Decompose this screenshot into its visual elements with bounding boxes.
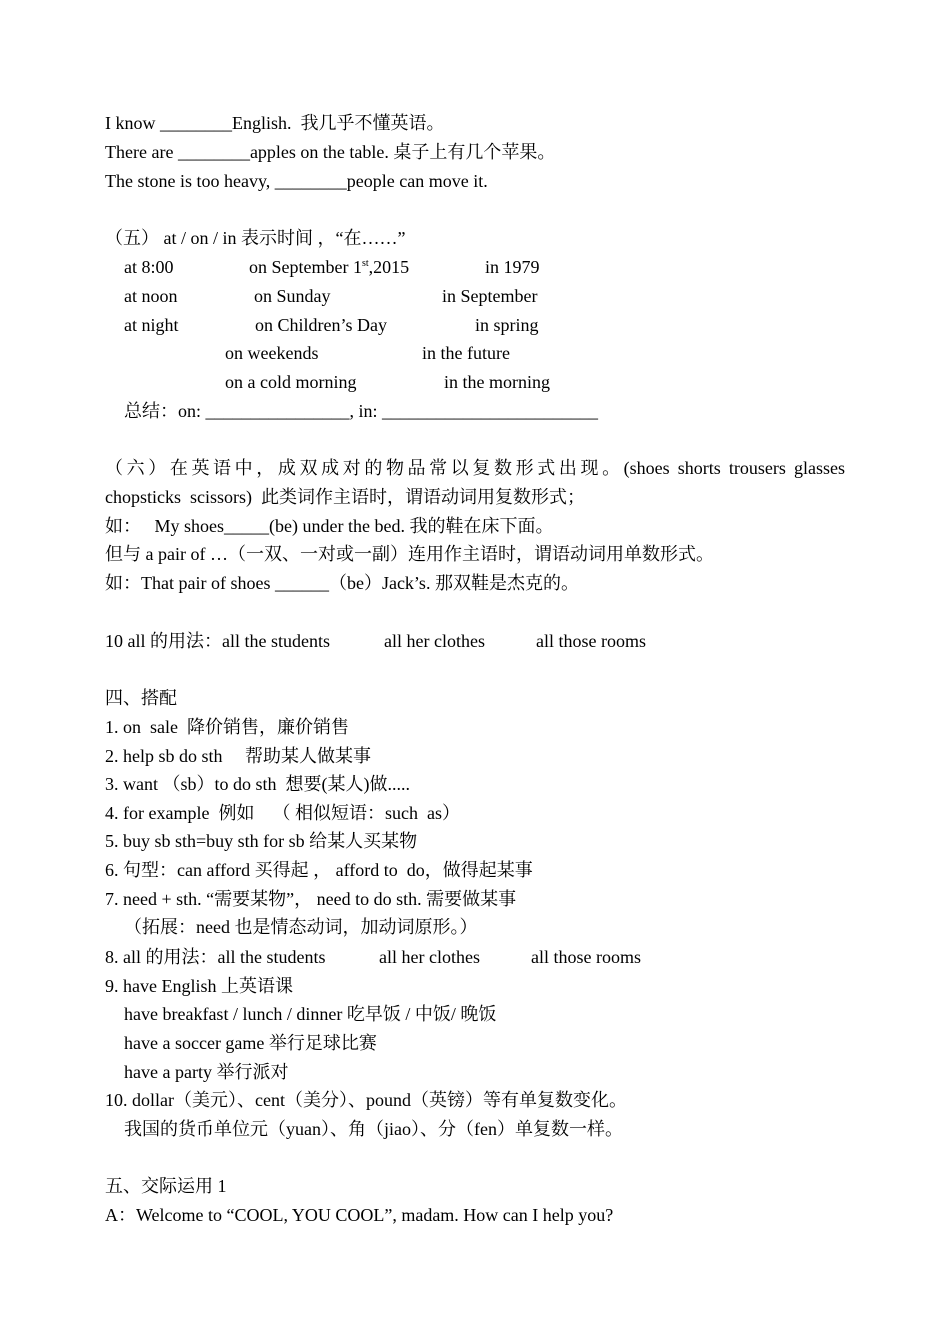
section-communication-title: 五、交际运用 1	[105, 1176, 227, 1196]
collocation-9-party: have a party 举行派对	[124, 1062, 289, 1082]
fill-blank-line-3: The stone is too heavy, ________people can move it.	[105, 171, 488, 191]
fill-blank-line-1: I know ________English. 我几乎不懂英语。	[105, 113, 445, 133]
collocation-8-label: 8. all 的用法：all the students	[105, 947, 326, 967]
time-on-2: on Sunday	[254, 286, 331, 306]
time-on-1-year: ,2015	[368, 257, 410, 277]
time-on-1-text: on September 1	[249, 257, 362, 277]
section-four-title: 四、搭配	[105, 688, 177, 708]
all-usage-10-example-3: all those rooms	[536, 631, 646, 651]
time-on-5: on a cold morning	[225, 372, 357, 392]
collocation-10: 10. dollar（美元）、cent（美分）、pound（英镑）等有单复数变化。	[105, 1090, 627, 1110]
collocation-1: 1. on sale 降价销售，廉价销售	[105, 717, 349, 737]
collocation-7: 7. need + sth. “需要某物”， need to do sth. 需要做某事	[105, 889, 517, 909]
section-six-example-2: 如：That pair of shoes ______（be）Jack’s. 那双鞋是杰克的。	[105, 573, 579, 593]
section-six-example-1: 如： My shoes_____(be) under the bed. 我的鞋在床下面。	[105, 516, 554, 536]
time-in-5: in the morning	[444, 372, 550, 392]
collocation-9: 9. have English 上英语课	[105, 976, 293, 996]
time-in-3: in spring	[475, 315, 539, 335]
section-six-line-2: chopsticks scissors) 此类词作主语时，谓语动词用复数形式；	[105, 487, 585, 507]
section-six-line-4: 但与 a pair of …（一双、一对或一副）连用作主语时，谓语动词用单数形式。	[105, 544, 714, 564]
collocation-8-example-2: all her clothes	[379, 947, 480, 967]
time-on-4: on weekends	[225, 343, 319, 363]
collocation-3: 3. want （sb）to do sth 想要(某人)做.....	[105, 774, 410, 794]
time-at-3: at night	[124, 315, 179, 335]
fill-blank-line-2: There are ________apples on the table. 桌子上有几个苹果。	[105, 142, 556, 162]
dialog-line-a: A：Welcome to “COOL, YOU COOL”, madam. How can I help you?	[105, 1205, 614, 1225]
time-on-3: on Children’s Day	[255, 315, 387, 335]
section-six-line-1: （六）在英语中，成双成对的物品常以复数形式出现。(shoes shorts trousers glasses	[105, 458, 845, 478]
collocation-4: 4. for example 例如 （ 相似短语：such as）	[105, 803, 460, 823]
collocation-6: 6. 句型：can afford 买得起 ， afford to do，做得起某事	[105, 860, 533, 880]
all-usage-10-label: 10 all 的用法：all the students	[105, 631, 330, 651]
collocation-2: 2. help sb do sth 帮助某人做某事	[105, 746, 372, 766]
time-in-1: in 1979	[485, 257, 540, 277]
collocation-9-soccer: have a soccer game 举行足球比赛	[124, 1033, 377, 1053]
section-five-title: （五） at / on / in 表示时间 ，“在……”	[105, 228, 406, 248]
collocation-5: 5. buy sb sth=buy sth for sb 给某人买某物	[105, 831, 418, 851]
time-in-4: in the future	[422, 343, 510, 363]
collocation-9-meals: have breakfast / lunch / dinner 吃早饭 / 中饭/ 晚饭	[124, 1004, 497, 1024]
time-at-1: at 8:00	[124, 257, 174, 277]
section-five-summary: 总结：on: ________________, in: ________________________	[124, 401, 599, 421]
collocation-7-extension: （拓展：need 也是情态动词，加动词原形。）	[124, 917, 478, 937]
time-in-2: in September	[442, 286, 538, 306]
time-at-2: at noon	[124, 286, 178, 306]
collocation-10-note: 我国的货币单位元（yuan）、角（jiao）、分（fen）单复数一样。	[124, 1119, 623, 1139]
ordinal-suffix: st	[361, 258, 369, 269]
all-usage-10-example-2: all her clothes	[384, 631, 485, 651]
time-on-1	[249, 256, 409, 278]
collocation-8-example-3: all those rooms	[531, 947, 641, 967]
